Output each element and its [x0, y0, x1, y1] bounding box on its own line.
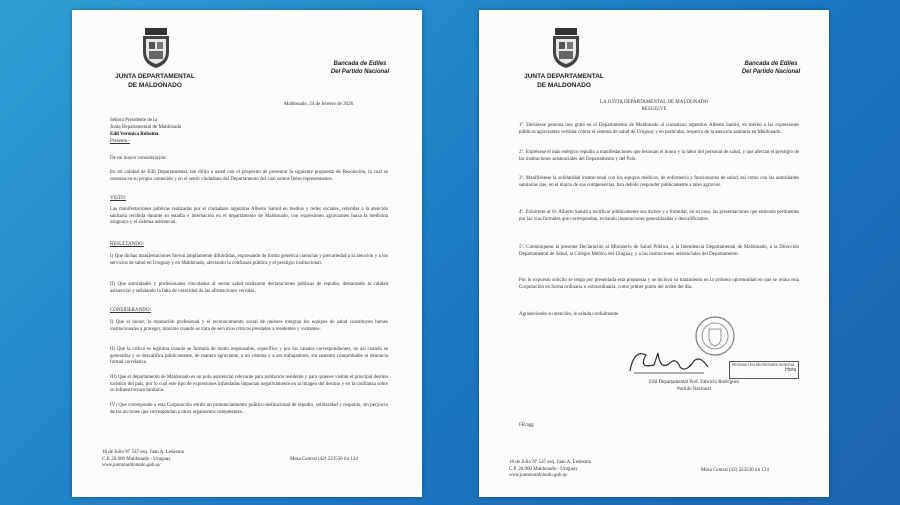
resultando-2: II) Que autoridades y profesionales vinculados al sector salud realizaron declaraciones públicas de repudio, destacando la calidad asistencial y señalando la falta de veracidad de las afirmaciones vertidas. [110, 282, 388, 294]
footer-address-block [102, 450, 184, 470]
footer-address-block [509, 460, 591, 480]
party-line-1: Bancada de Ediles [744, 61, 798, 67]
considerando-4: IV) Que corresponde a esta Corporación emitir un pronunciamiento político-institucional de repudio, solidaridad y respaldo, sin perjuicio de las acciones que correspondan a otros organismos competentes. [110, 403, 388, 415]
org-line-1: JUNTA DEPARTAMENTAL [524, 73, 604, 80]
present-label: Presente.- [110, 139, 130, 144]
party-line-2: Del Partido Nacional [330, 69, 390, 75]
document-page-left [72, 10, 422, 497]
closing-thanks: Agradeciendo su atención, le saluda cordialmente [519, 312, 619, 317]
initials: FR/agg [519, 423, 534, 428]
addressee-line-2: Junta Departamental de Maldonado [110, 125, 182, 130]
resolution-item-5: 5º. Comuníquese la presente Declaración al Ministerio de Salud Pública, a la Intendencia Departamental de Maldonado, a la Dirección Departamental de Salud, al Colegio Médico del Uruguay, y a las instituciones asistenciales del Departamento. [519, 245, 799, 257]
considerando-2: II) Que la crítica es legítima cuando se formula de modo responsable, específico y por los canales correspondientes, no así cuando se generaliza y se descalifica públicamente, de manera agraviante, a un sistema y a sus trabajadores, sin sustento comprobable ni denuncia formal correlativa. [110, 347, 388, 366]
party-header [731, 60, 811, 76]
intro-paragraph: En mi calidad de Edil Departamental, me dirijo a usted con el propósito de presentar la siguiente propuesta de Resolución, la cual se sustenta en su propio contenido y en el sentir ciudadano del Departamento del cual somos fieles representantes. [110, 170, 388, 182]
received-stamp-hora: Hora [785, 367, 796, 373]
org-line-2: DE MALDONADO [537, 82, 591, 89]
footer-web: www.juntamaldonado.gub.uy [102, 463, 161, 468]
received-stamp-row [732, 368, 796, 373]
signer-name: Edil Departamental Prof. Fabricio Rodríguez [648, 380, 740, 385]
document-page-right [479, 10, 829, 497]
footer-address: 18 de Julio Nº 547 esq. Juan A. Ledesma [102, 450, 184, 455]
letter-date: Maldonado, 24 de febrero de 2026. [284, 102, 355, 107]
organization-name [519, 72, 609, 90]
resolution-item-3: 3º. Manifiéstese la solidaridad institucional con los equipos médicos, de enfermería y funcionarios de salud, así como con las autoridades sanitarias que, en el marco de sus competencias, han debido responder públicamente a tales agravios. [519, 176, 799, 188]
party-line-1: Bancada de Ediles [333, 61, 387, 67]
received-stamp-title: RECIBIDO EN SECRETARÍA GENERAL [732, 363, 796, 367]
coat-of-arms-icon [549, 28, 583, 68]
footer-phone: Mesa Central (42) 223530 int 124 [290, 457, 358, 462]
party-header [320, 60, 400, 76]
resolution-title: LA JUNTA DEPARTAMENTAL DE MALDONADO [599, 100, 709, 105]
footer-cp: C.P. 20.000 Maldonado - Uruguay [102, 456, 171, 462]
resolution-item-1: 1º. Declárese persona non grata en el Departamento de Maldonado al ciudadano argentino Alberto Samid, en mérito a las expresiones públicas agraviantes vertidas contra el sistema de salud de Uruguay y en particular, respecto de la atención sanitaria en Maldonado. [519, 123, 799, 135]
org-line-2: DE MALDONADO [128, 82, 182, 89]
received-stamp [729, 361, 799, 379]
signer-party: Partido Nacional [677, 387, 711, 392]
signature-icon [624, 345, 714, 379]
footer-web: www.juntamaldonado.gub.uy [509, 473, 568, 478]
org-line-1: JUNTA DEPARTAMENTAL [115, 73, 195, 80]
visto-heading: VISTO: [110, 196, 127, 201]
considerando-3: III) Que el departamento de Maldonado es un polo asistencial relevante para población residente y para quienes visitan el principal destino turístico del país, por lo cual este tipo de expresiones infundadas impactan negativamente en la imagen del destino y en la confianza sobre su infraestructura sanitaria. [110, 375, 388, 394]
resolution-item-2: 2º. Exprésese el más enérgico repudio a manifestaciones que lesionan el honor y la labor del personal de salud, y que afectan el prestigio de las instituciones asistenciales del Departamento y del País. [519, 150, 799, 162]
party-line-2: Del Partido Nacional [741, 69, 801, 75]
footer-phone: Mesa Central (42) 223530 int 124 [701, 468, 769, 473]
addressee-name: Edil Verónica Robaina [110, 132, 159, 137]
resultando-heading: RESULTANDO: [110, 242, 144, 247]
resuelve-heading: RESUELVE [641, 107, 667, 112]
considerando-heading: CONSIDERANDO: [110, 308, 151, 313]
organization-name [110, 72, 200, 90]
visto-paragraph: Las manifestaciones públicas realizadas por el ciudadano argentino Alberto Samid en medios y redes sociales, referidas a la atención sanitaria recibida durante su estadía e internación en el departamento de Maldonado, con expresiones agraviantes hacia la medicina uruguaya y el sistema asistencial. [110, 207, 388, 226]
resultando-1: I) Que dichas manifestaciones fueron ampliamente difundidas, expresando de forma genérica carencias y precariedad a la atención y a los servicios de salud en Uruguay y en Maldonado, afectando la confianza pública y el prestigio institucional. [110, 254, 388, 266]
footer-cp: C.P. 20.000 Maldonado - Uruguay [509, 466, 578, 472]
addressee-line-1: Señora Presidente de la [110, 118, 157, 123]
considerando-1: I) Que el honor, la reputación profesional y el reconocimiento social de quienes integran los equipos de salud constituyen bienes institucionales a proteger, máxime cuando se trata de servicios críticos prestados a residentes y visitantes. [110, 320, 388, 332]
resolution-item-4: 4º. Exhórtese al Sr. Alberto Samid a rectificar públicamente sus dichos y a formular, en su caso, las presentaciones que entienda pertinentes por las vías formales que correspondan, evitando imputaciones generalizadas y descalificantes. [519, 210, 799, 222]
coat-of-arms-icon [139, 28, 173, 68]
greeting: De mi mayor consideración: [110, 156, 167, 161]
closing-request: Por lo expuesto solicito se tenga por presentada esta propuesta y se incluya su tratamiento en la primera oportunidad en que se reúna esta Corporación en forma ordinaria o extraordinaria, como primer punto del orden del día. [519, 278, 799, 290]
footer-address: 18 de Julio Nº 547 esq. Juan A. Ledesma [509, 460, 591, 465]
